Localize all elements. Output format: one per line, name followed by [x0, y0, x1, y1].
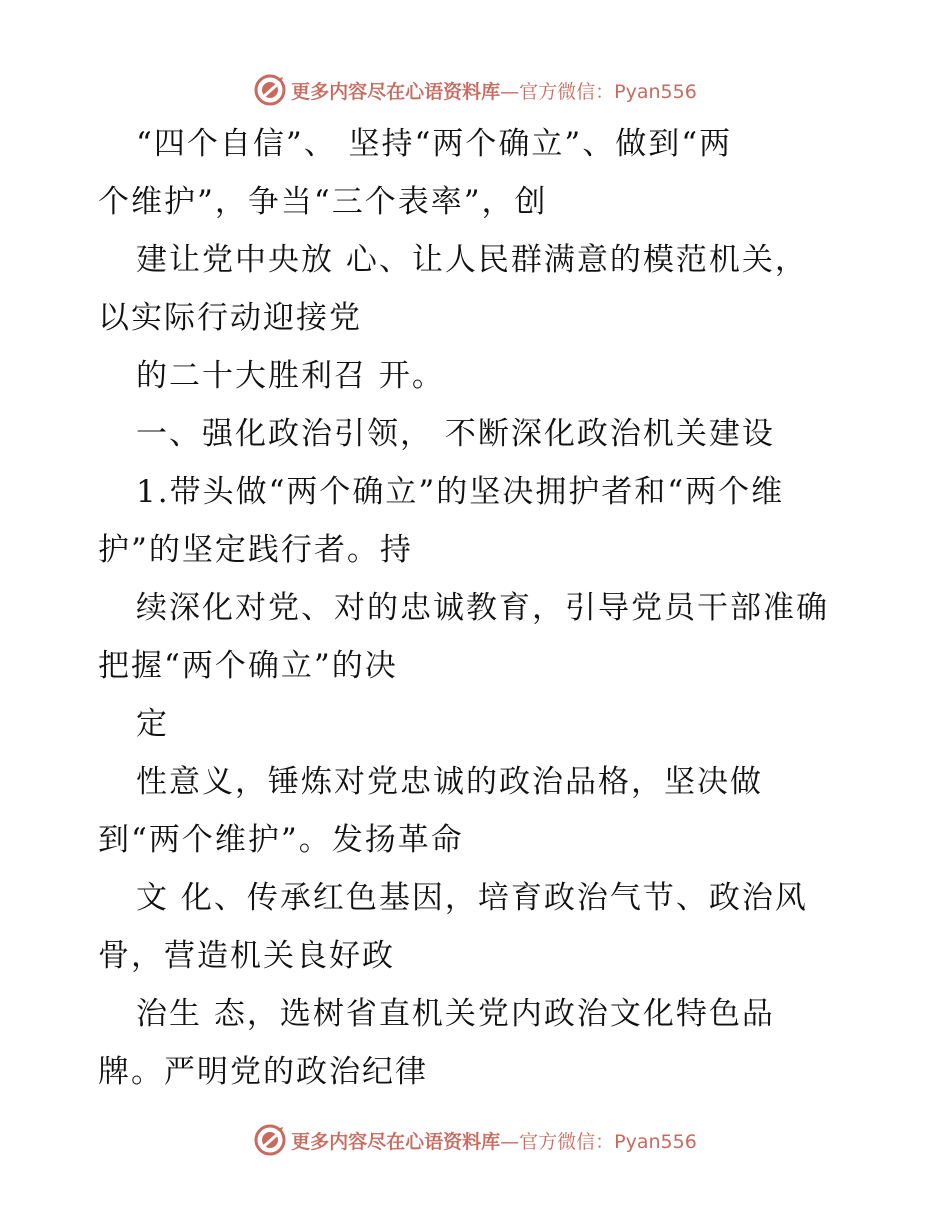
- body-line: 个维护”，争当“三个表率”，创: [98, 184, 548, 220]
- body-line: 1.带头做“两个确立”的坚决拥护者和“两个维: [136, 474, 785, 510]
- logo-icon: [253, 1123, 287, 1157]
- body-line: 文 化、传承红色基因，培育政治气节、政治风: [136, 880, 808, 916]
- logo-icon: [253, 73, 287, 107]
- body-line: 护”的坚定践行者。持: [98, 532, 413, 568]
- header-banner: [0, 70, 950, 110]
- footer-banner-sub: —官方微信：Pyan556: [500, 1130, 697, 1153]
- body-line: 到“两个维护”。发扬革命: [98, 822, 464, 858]
- body-line: 定: [136, 706, 169, 742]
- document-body: [98, 118, 878, 1104]
- body-line: “四个自信”、 坚持“两个确立”、做到“两: [136, 126, 733, 162]
- body-line: 把握“两个确立”的决: [98, 648, 398, 684]
- body-line: 的二十大胜利召 开。: [136, 358, 445, 394]
- body-line: 建让党中央放 心、让人民群满意的模范机关，: [136, 242, 808, 278]
- body-line: 以实际行动迎接党: [98, 300, 362, 336]
- body-line: 性意义，锤炼对党忠诚的政治品格，坚决做: [136, 764, 763, 800]
- body-line: 续深化对党、对的忠诚教育，引导党员干部准确: [136, 590, 829, 626]
- body-line: 牌。严明党的政治纪律: [98, 1054, 428, 1090]
- footer-banner: [0, 1120, 950, 1160]
- header-banner-main: 更多内容尽在心语资料库: [291, 80, 501, 103]
- section-heading: 一、强化政治引领， 不断深化政治机关建设: [136, 416, 775, 452]
- body-line: 骨，营造机关良好政: [98, 938, 395, 974]
- body-line: 治生 态，选树省直机关党内政治文化特色品: [136, 996, 775, 1032]
- header-banner-sub: —官方微信：Pyan556: [500, 80, 697, 103]
- footer-banner-main: 更多内容尽在心语资料库: [291, 1130, 501, 1153]
